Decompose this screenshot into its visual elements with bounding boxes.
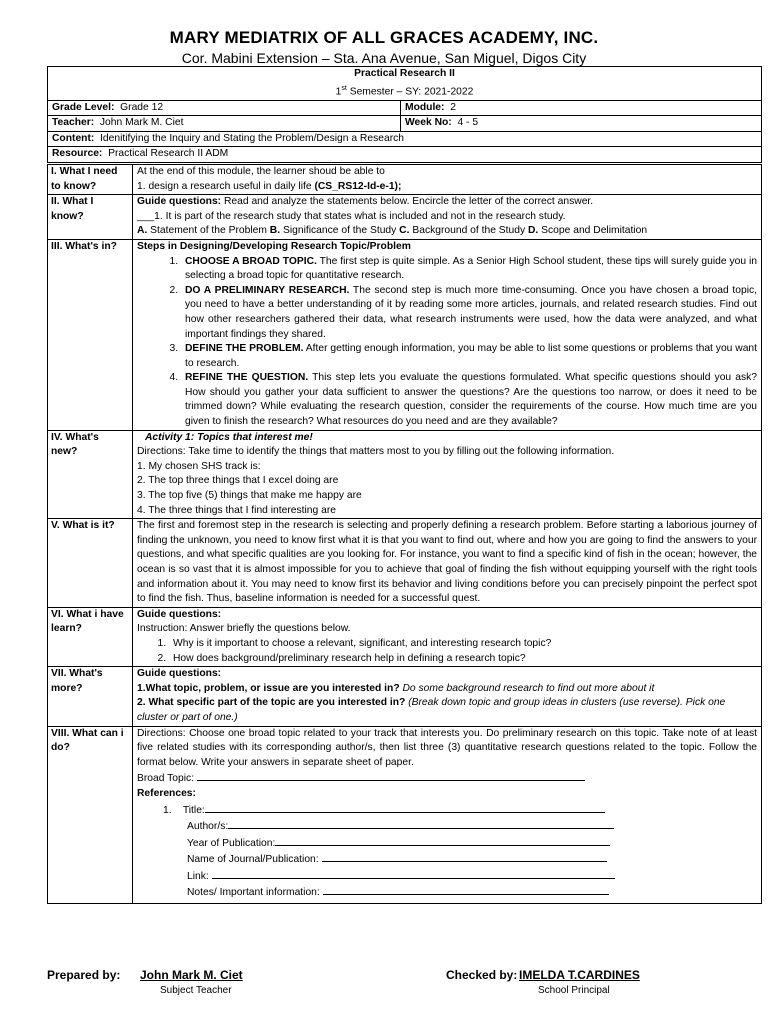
section-2-question: ___1. It is part of the research study that states what is included and not in the research study. [137,210,566,222]
list-item: 1. My chosen SHS track is: [137,460,261,472]
checked-by-role: School Principal [538,985,610,996]
section-2-choices: A. Statement of the Problem B. Significance of the Study C. Background of the Study D. Scope and Delimitation [137,225,648,237]
list-item: 2. How does background/preliminary research help in defining a research topic? [169,652,757,667]
section-1-label: I. What I need to know? [48,163,133,194]
section-1-objective: 1. design a research useful in daily life (CS_RS12-Id-e-1); [137,180,402,192]
section-6-label: VI. What i have learn? [48,607,133,666]
subject-title: Practical Research II [354,68,455,79]
list-item: 1. Why is it important to choose a relevant, significant, and interesting research topic? [169,637,757,652]
prepared-by-name: John Mark M. Ciet [140,968,243,982]
research-steps-list [137,255,757,430]
section-6-instruction: Instruction: Answer briefly the questions below. [137,623,351,635]
school-address: Cor. Mabini Extension – Sta. Ana Avenue, San Miguel, Digos City [181,50,587,66]
reference-title-line: 1. Title: [137,802,757,819]
section-7-q1: 1.What topic, problem, or issue are you interested in? Do some background research to find out more about it [137,682,655,694]
list-item: 4. The three things that I find interesting are [137,504,337,516]
resource-value: Practical Research II ADM [108,148,229,160]
lesson-plan-table [47,66,762,904]
school-name: MARY MEDIATRIX OF ALL GRACES ACADEMY, INC. [169,28,599,47]
section-6-guide: Guide questions: [137,608,222,620]
content-value: Idenitifying the Inquiry and Stating the Problem/Design a Research [100,132,404,144]
semester-line: 1st Semester – SY: 2021-2022 [335,84,474,98]
section-8-label: VIII. What can i do? [48,726,133,904]
section-6-questions [137,637,757,666]
section-5-label: V. What is it? [48,519,133,608]
section-5-row [48,519,762,608]
section-8-directions: Directions: Choose one broad topic related to your track that interests you. Do preliminary research on this topic. Take note of at least five related studies with its corresponding author/s, then list three (3) quantitative research questions related to the topic. Follow the format below. Write your answers in separate sheet of paper. [137,727,758,768]
activity-title: Activity 1: Topics that interest me! [145,431,313,443]
module-value: 2 [450,101,456,113]
week-label: Week No: [405,117,452,129]
resource-row [48,147,762,164]
section-4-row [48,430,762,519]
reference-year-line: Year of Publication: [137,835,757,852]
section-7-row [48,667,762,726]
section-6-row [48,607,762,666]
section-2-row [48,195,762,240]
section-4-label: IV. What's new? [48,430,133,519]
content-label: Content: [52,132,95,144]
list-item: 2. DO A PRELIMINARY RESEARCH. The second step is much more time-consuming. Once you have chosen a broad topic, you need to have a better understanding of it by reading some more articles, journals, and related research studies. Find out how other researchers gathered their data, what research instruments were used, how the data were analyzed, and what important findings they shared. [181,284,757,342]
reference-notes-line: Notes/ Important information: [137,884,757,901]
list-item: 1. CHOOSE A BROAD TOPIC. The first step is quite simple. As a Senior High School student, these tips will surely guide you in selecting a broad topic for quantitative research. [181,255,757,284]
section-3-row [48,239,762,430]
grade-value: Grade 12 [120,101,164,113]
teacher-value: John Mark M. Ciet [99,117,184,129]
section-1-intro: At the end of this module, the learner shoud be able to [137,165,385,177]
list-item: 4. REFINE THE QUESTION. This step lets you evaluate the questions formulated. What specific questions should you ask? How should you gather your data sufficient to answer the questions? Are the questions too narrow, or does it need to be trimmed down? While evaluating the research question, consider the requirements of the course. How much time are you given to finish the research? What resources do you need and are they available? [181,371,757,429]
list-item: 2. The top three things that I excel doing are [137,475,339,487]
reference-link-line: Link: [137,868,757,885]
section-1-row [48,163,762,194]
teacher-row [48,116,762,132]
section-2-label: II. What I know? [48,195,133,240]
section-7-label: VII. What's more? [48,667,133,726]
prepared-by-role: Subject Teacher [160,985,232,996]
section-3-heading: Steps in Designing/Developing Research Topic/Problem [137,240,411,252]
module-label: Module: [405,101,445,113]
grade-label: Grade Level: [52,101,115,113]
prepared-by-label: Prepared by: [47,968,121,982]
section-7-guide: Guide questions: [137,668,222,680]
week-value: 4 - 5 [457,117,479,129]
list-item: 3. The top five (5) things that make me happy are [137,490,362,502]
list-item: 3. DEFINE THE PROBLEM. After getting enough information, you may be able to list some questions or problems that you want to research. [181,342,757,371]
resource-label: Resource: [52,148,103,160]
broad-topic-line: Broad Topic: [137,770,757,787]
grade-row [48,100,762,116]
section-5-text: The first and foremost step in the research is selecting and properly defining a research problem. Before starting a laborious journey of finding the unknown, you need to know first what it is that you want to find out, where and how you are going to find the answers to your questions, and what specific qualities are you looking for. For instance, you want to find a specific kind of fish in the ocean; however, the ocean is so vast that it is almost impossible for you to achieve that goal of finding the fish without equipping yourself with the right tools and information about it. You may need to know first its behavior and living conditions before you can precisely pinpoint the perfect spot to find the fish. Thus, baseline information is needed for a successful quest. [133,519,762,608]
section-7-q2: 2. What specific part of the topic are you interested in? (Break down topic and group ideas in clusters (use reverse). Pick one cluster or part of one.) [137,697,726,723]
content-row [48,131,762,147]
section-8-row [48,726,762,904]
section-3-label: III. What's in? [48,239,133,430]
section-4-directions: Directions: Take time to identify the things that matters most to you by filling out the following information. [137,446,615,458]
section-2-guide: Guide questions: Read and analyze the statements below. Encircle the letter of the correct answer. [137,196,594,208]
reference-journal-line: Name of Journal/Publication: [137,851,757,868]
reference-author-line: Author/s: [137,818,757,835]
checked-by-name: IMELDA T.CARDINES [519,968,640,982]
checked-by-label: Checked by: [446,968,518,982]
subject-row [48,67,762,101]
references-heading: References: [137,787,196,799]
competency-code: (CS_RS12-Id-e-1); [314,180,402,192]
teacher-label: Teacher: [52,117,95,129]
